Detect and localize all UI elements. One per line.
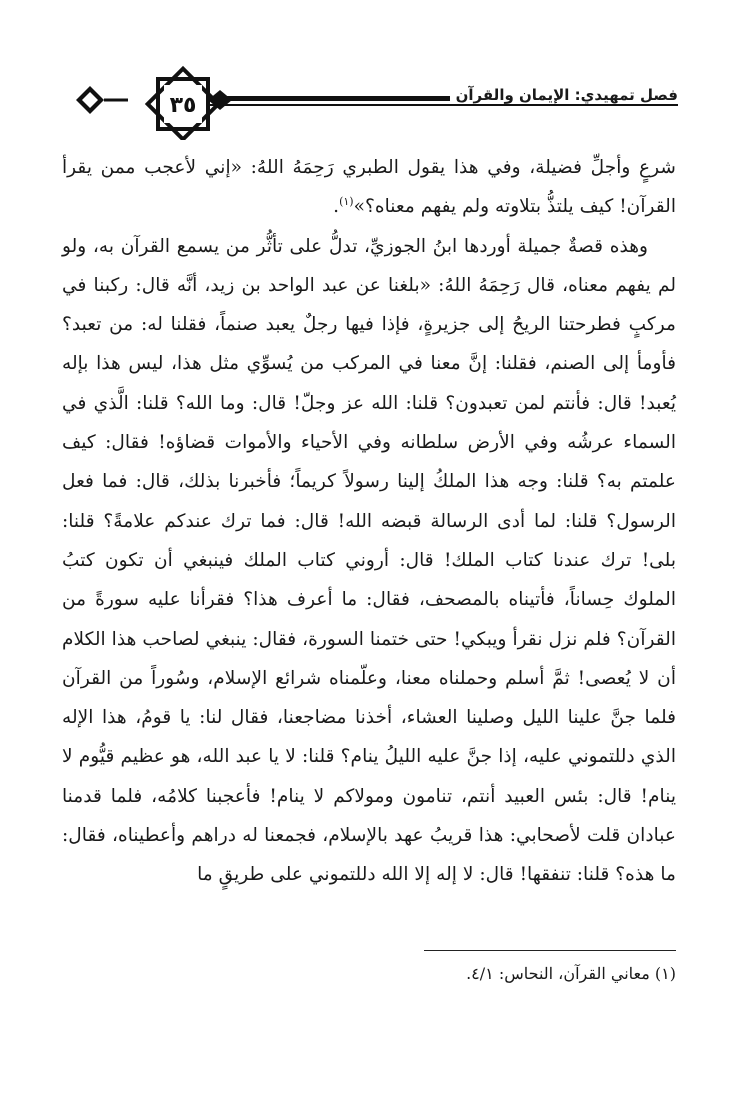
page-header: [58, 60, 678, 140]
paragraph: وهذه قصةٌ جميلة أوردها ابنُ الجوزيِّ، تدلُّ على تأثُّر من يسمع القرآن به، ولو لم يفهم معناه، قال رَحِمَهُ اللهُ: «بلغنا عن عبد الواحد بن زيد، أنَّه قال: ركبنا في مركبٍ فطرحتنا الريحُ إلى جزيرةٍ، فإذا فيها رجلٌ يعبد صنماً، فقلنا له: من تعبد؟ فأومأ إلى الصنم، فقلنا: إنَّ معنا في المركب من يُسوِّي مثل هذا، ليس هذا بإله يُعبد! قال: فأنتم لمن تعبدون؟ قلنا: الله عز وجلّ! قال: وما الله؟ قلنا: الَّذي في السماء عرشُه وفي الأرض سلطانه وفي الأحياء والأموات قضاؤه! فقال: كيف علمتم به؟ قلنا: وجه هذا الملكُ إلينا رسولاً كريماً؛ فأخبرنا بذلك، قال: فما فعل الرسول؟ قلنا: لما أدى الرسالة قبضه الله! قال: فما ترك عندكم علامةً؟ قلنا: بلى! ترك عندنا كتاب الملك! قال: أروني كتاب الملك فينبغي أن تكون كتبُ الملوك حِساناً، فأتيناه بالمصحف، فقال: ما أعرف هذا؟ فقرأنا عليه سورةً من القرآن؟ فلم نزل نقرأ ويبكي! حتى ختمنا السورة، فقال: ينبغي لصاحب هذا الكلام أن لا يُعصى! ثمَّ أسلم وحملناه معنا، وعلّمناه شرائع الإسلام، وسُوراً من القرآن فلما جنَّ علينا الليل وصلينا العشاء، أخذنا مضاجعنا، فقال لنا: يا قومُ، هذا الإله الذي دللتموني عليه، إذا جنَّ عليه الليلُ ينام؟ قلنا: لا يا عبد الله، هو عظيم قيُّوم لا ينام! قال: بئس العبيد أنتم، تنامون ومولاكم لا ينام! فأعجبنا كلامُه، فلما قدمنا عبادان قلت لأصحابي: هذا قريبُ عهد بالإسلام، فجمعنا له دراهم وأعطيناه، فقال: ما هذه؟ قلنا: تنفقها! قال: لا إله إلا الله دللتموني على طريقٍ ما: [62, 235, 676, 886]
footnote-reference: (١): [339, 195, 354, 209]
paragraph-end: .: [333, 196, 340, 218]
paragraph-text: شرعٍ وأجلِّ فضيلة، وفي هذا يقول الطبري رَحِمَهُ اللهُ: «إني لأعجب ممن يقرأ القرآن! كيف يلتذُّ بتلاوته ولم يفهم معناه؟»: [62, 157, 676, 218]
footnote-divider: [424, 950, 676, 951]
body-text: [62, 148, 676, 895]
paragraph: [62, 148, 676, 227]
chapter-title: فصل تمهيدي: الإيمان والقرآن: [450, 86, 678, 104]
header-rule-bottom: [208, 104, 678, 106]
page-number: ٣٥: [169, 93, 197, 118]
footnote: (١) معاني القرآن، النحاس: ٤/١.: [466, 964, 676, 983]
